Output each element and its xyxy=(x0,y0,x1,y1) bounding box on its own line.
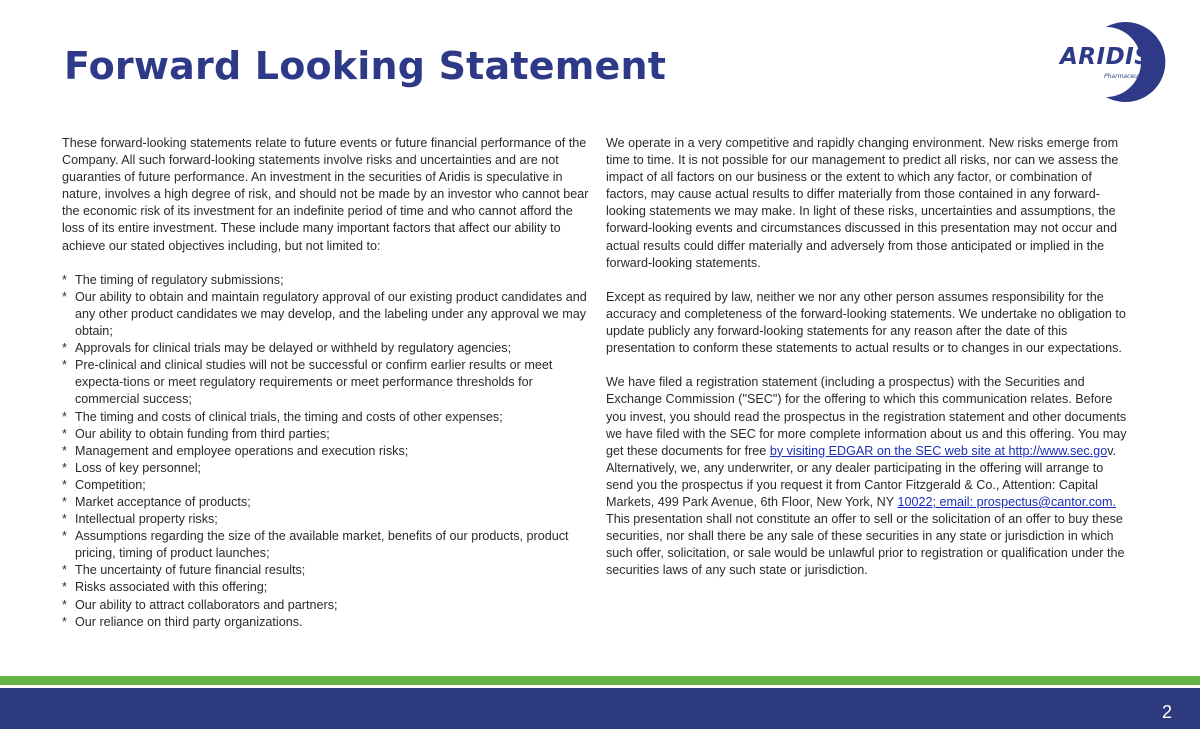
list-item: * The timing and costs of clinical trials, the timing and costs of other expenses; xyxy=(62,409,592,426)
logo-subtitle: Pharmaceuticals xyxy=(1104,73,1154,80)
slide-title: Forward Looking Statement xyxy=(64,44,667,88)
logo-wordmark: ARIDIS xyxy=(1060,44,1152,70)
list-item: * Our ability to attract collaborators and partners; xyxy=(62,597,592,614)
list-item: * Pre-clinical and clinical studies will not be successful or confirm earlier results or meet expecta-tions or meet regulatory requirements or meet performance thresholds for commercial success; xyxy=(62,357,592,408)
list-item: * Our reliance on third party organizations. xyxy=(62,614,592,631)
page-number: 2 xyxy=(1161,702,1172,722)
list-item: * Our ability to obtain and maintain regulatory approval of our existing product candidates and any other product candidates we may develop, and the labeling under any approval we may obtain; xyxy=(62,289,592,340)
list-item: * Our ability to obtain funding from third parties; xyxy=(62,426,592,443)
list-item: * Approvals for clinical trials may be delayed or withheld by regulatory agencies; xyxy=(62,340,592,357)
list-item: * Management and employee operations and execution risks; xyxy=(62,443,592,460)
list-item: * Loss of key personnel; xyxy=(62,460,592,477)
list-item: * Market acceptance of products; xyxy=(62,494,592,511)
list-item: * Risks associated with this offering; xyxy=(62,579,592,596)
registration-text-c: This presentation shall not constitute an offer to sell or the solicitation of an offer to buy these securities, nor shall there be any sale of these securities in any state or jurisdiction in which such offer, solicitation, or sale would be unlawful prior to registration or qualification under the securities laws of any such state or jurisdiction. xyxy=(606,512,1125,578)
right-column xyxy=(606,135,1132,597)
intro-paragraph: These forward-looking statements relate to future events or future financial performance of the Company. All such forward-looking statements involve risks and uncertainties and are not guaranties of future performance. An investment in the securities of Aridis is speculative in nature, involves a high degree of risk, and should not be made by an investor who cannot bear the economic risk of its investment for an indefinite period of time and who cannot afford the loss of its entire investment. These include many important factors that affect our ability to achieve our stated objectives including, but not limited to: xyxy=(62,136,589,253)
list-item: * Intellectual property risks; xyxy=(62,511,592,528)
sec-edgar-link[interactable]: by visiting EDGAR on the SEC web site at http://www.sec.go xyxy=(769,443,1108,458)
list-item: * The timing of regulatory submissions; xyxy=(62,272,592,289)
risk-factor-list xyxy=(62,272,592,631)
footer-green-bar xyxy=(0,676,1200,685)
registration-paragraph xyxy=(606,374,1132,579)
left-column xyxy=(62,135,592,631)
aridis-logo xyxy=(1050,18,1190,106)
competition-paragraph: We operate in a very competitive and rapidly changing environment. New risks emerge from time to time. It is not possible for our management to predict all risks, nor can we assess the impact of all factors on our business or the extent to which any factor, or combination of factors, may cause actual results to differ materially from those contained in any forward-looking statements we may make. In light of these risks, uncertainties and assumptions, the forward-looking events and circumstances discussed in this presentation may not occur and actual results could differ materially and adversely from those anticipated or implied in the forward-looking statements. xyxy=(606,136,1119,270)
footer-blue-bar xyxy=(0,688,1200,729)
obligation-paragraph: Except as required by law, neither we nor any other person assumes responsibility for the accuracy and completeness of the forward-looking statements. We undertake no obligation to update publicly any forward-looking statements for any reason after the date of this presentation to conform these statements to actual results or to changes in our expectations. xyxy=(606,289,1126,356)
list-item: * Assumptions regarding the size of the available market, benefits of our products, product pricing, timing of product launches; xyxy=(62,528,592,562)
list-item: * The uncertainty of future financial results; xyxy=(62,562,592,579)
list-item: * Competition; xyxy=(62,477,592,494)
registration-text-a: We have filed a registration statement (including a prospectus) with the Securities and Exchange Commission ("SEC") for the offering to which this communication relates. Before you invest, you should read the prospectus in the registration statement and other documents we have filed with the SEC for more complete information about us and this offering. You may get these documents for free xyxy=(606,375,1127,458)
registration-text-b: v. Alternatively, we, any underwriter, or any dealer participating in the offering will arrange to send you the prospectus if you request it from Cantor Fitzgerald & Co., Attention: Capital Markets, 499 Park Avenue, 6th Floor, New York, NY xyxy=(606,443,1117,509)
prospectus-email-link[interactable]: 10022; email: prospectus@cantor.com. xyxy=(897,494,1117,509)
